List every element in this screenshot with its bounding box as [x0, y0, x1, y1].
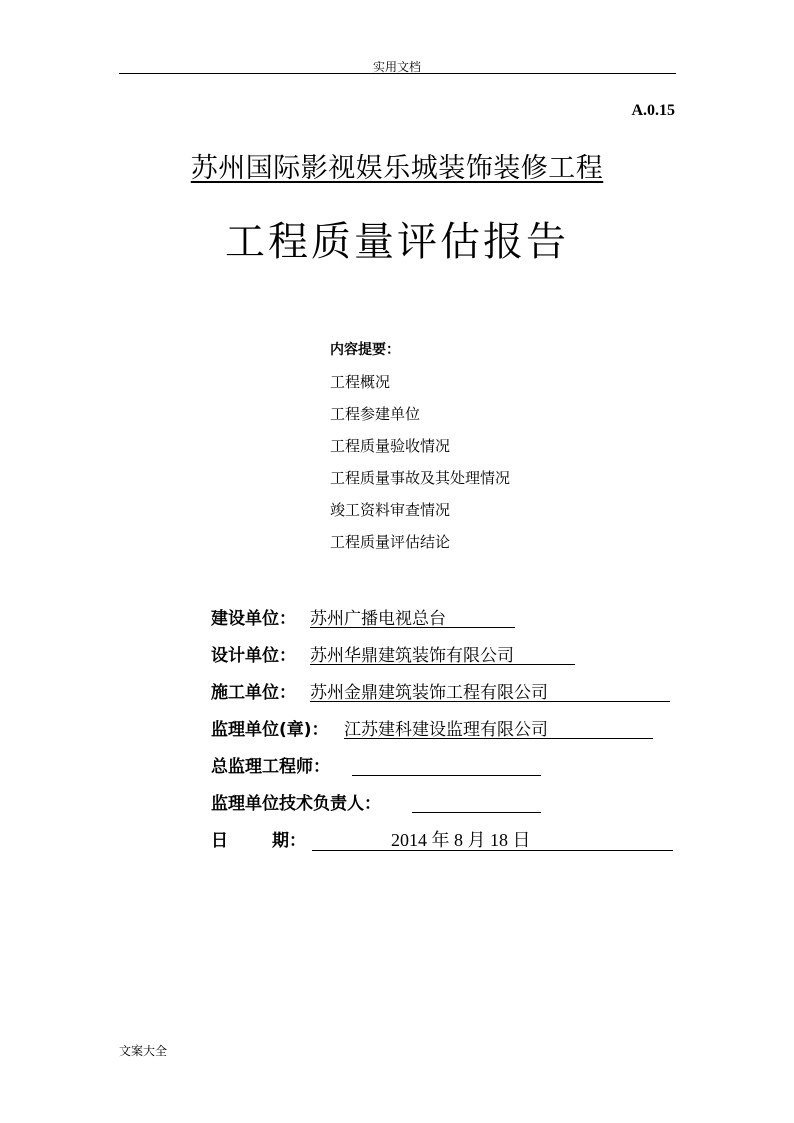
supervisor-value: 江苏建科建设监理有限公司 [344, 720, 548, 740]
summary-item: 竣工资料审查情况 [330, 501, 451, 519]
info-section [211, 604, 681, 863]
summary-item: 工程质量评估结论 [330, 533, 451, 551]
contractor-label: 施工单位： [211, 683, 296, 703]
tech-lead-row [211, 789, 681, 826]
supervisor-label: 监理单位(章)： [211, 720, 329, 740]
project-title: 苏州国际影视娱乐城装饰装修工程 [190, 153, 604, 184]
page-header: 实用文档 [372, 60, 421, 74]
owner-value: 苏州广播电视总台 [310, 609, 446, 629]
summary-heading: 内容提要： [330, 342, 400, 358]
owner-underline [310, 627, 515, 628]
designer-underline [310, 664, 575, 665]
summary-item: 工程质量验收情况 [330, 437, 451, 455]
supervisor-row [211, 715, 681, 752]
page-footer: 文案大全 [119, 1044, 168, 1058]
owner-label: 建设单位： [211, 609, 296, 629]
designer-label: 设计单位： [211, 646, 296, 666]
tech-lead-underline [412, 812, 541, 813]
summary-section [330, 340, 510, 564]
chief-engineer-underline [352, 775, 541, 776]
date-value: 2014 年 8 月 18 日 [391, 830, 531, 850]
form-code: A.0.15 [631, 102, 675, 119]
header-rule [119, 73, 676, 74]
designer-row [211, 641, 681, 678]
summary-item: 工程质量事故及其处理情况 [330, 469, 511, 487]
chief-engineer-label: 总监理工程师： [211, 757, 330, 777]
contractor-underline [310, 701, 670, 702]
date-label-second: 期： [272, 831, 306, 851]
date-label-first: 日 [211, 831, 228, 851]
contractor-value: 苏州金鼎建筑装饰工程有限公司 [310, 683, 548, 703]
owner-row [211, 604, 681, 641]
supervisor-underline [344, 738, 653, 739]
summary-list [330, 372, 510, 564]
date-underline [312, 850, 673, 851]
chief-engineer-row [211, 752, 681, 789]
tech-lead-label: 监理单位技术负责人： [211, 794, 381, 814]
summary-item: 工程参建单位 [330, 405, 421, 423]
contractor-row [211, 678, 681, 715]
designer-value: 苏州华鼎建筑装饰有限公司 [310, 646, 514, 666]
summary-item: 工程概况 [330, 373, 391, 391]
report-title: 工程质量评估报告 [225, 219, 569, 265]
date-row [211, 826, 681, 863]
